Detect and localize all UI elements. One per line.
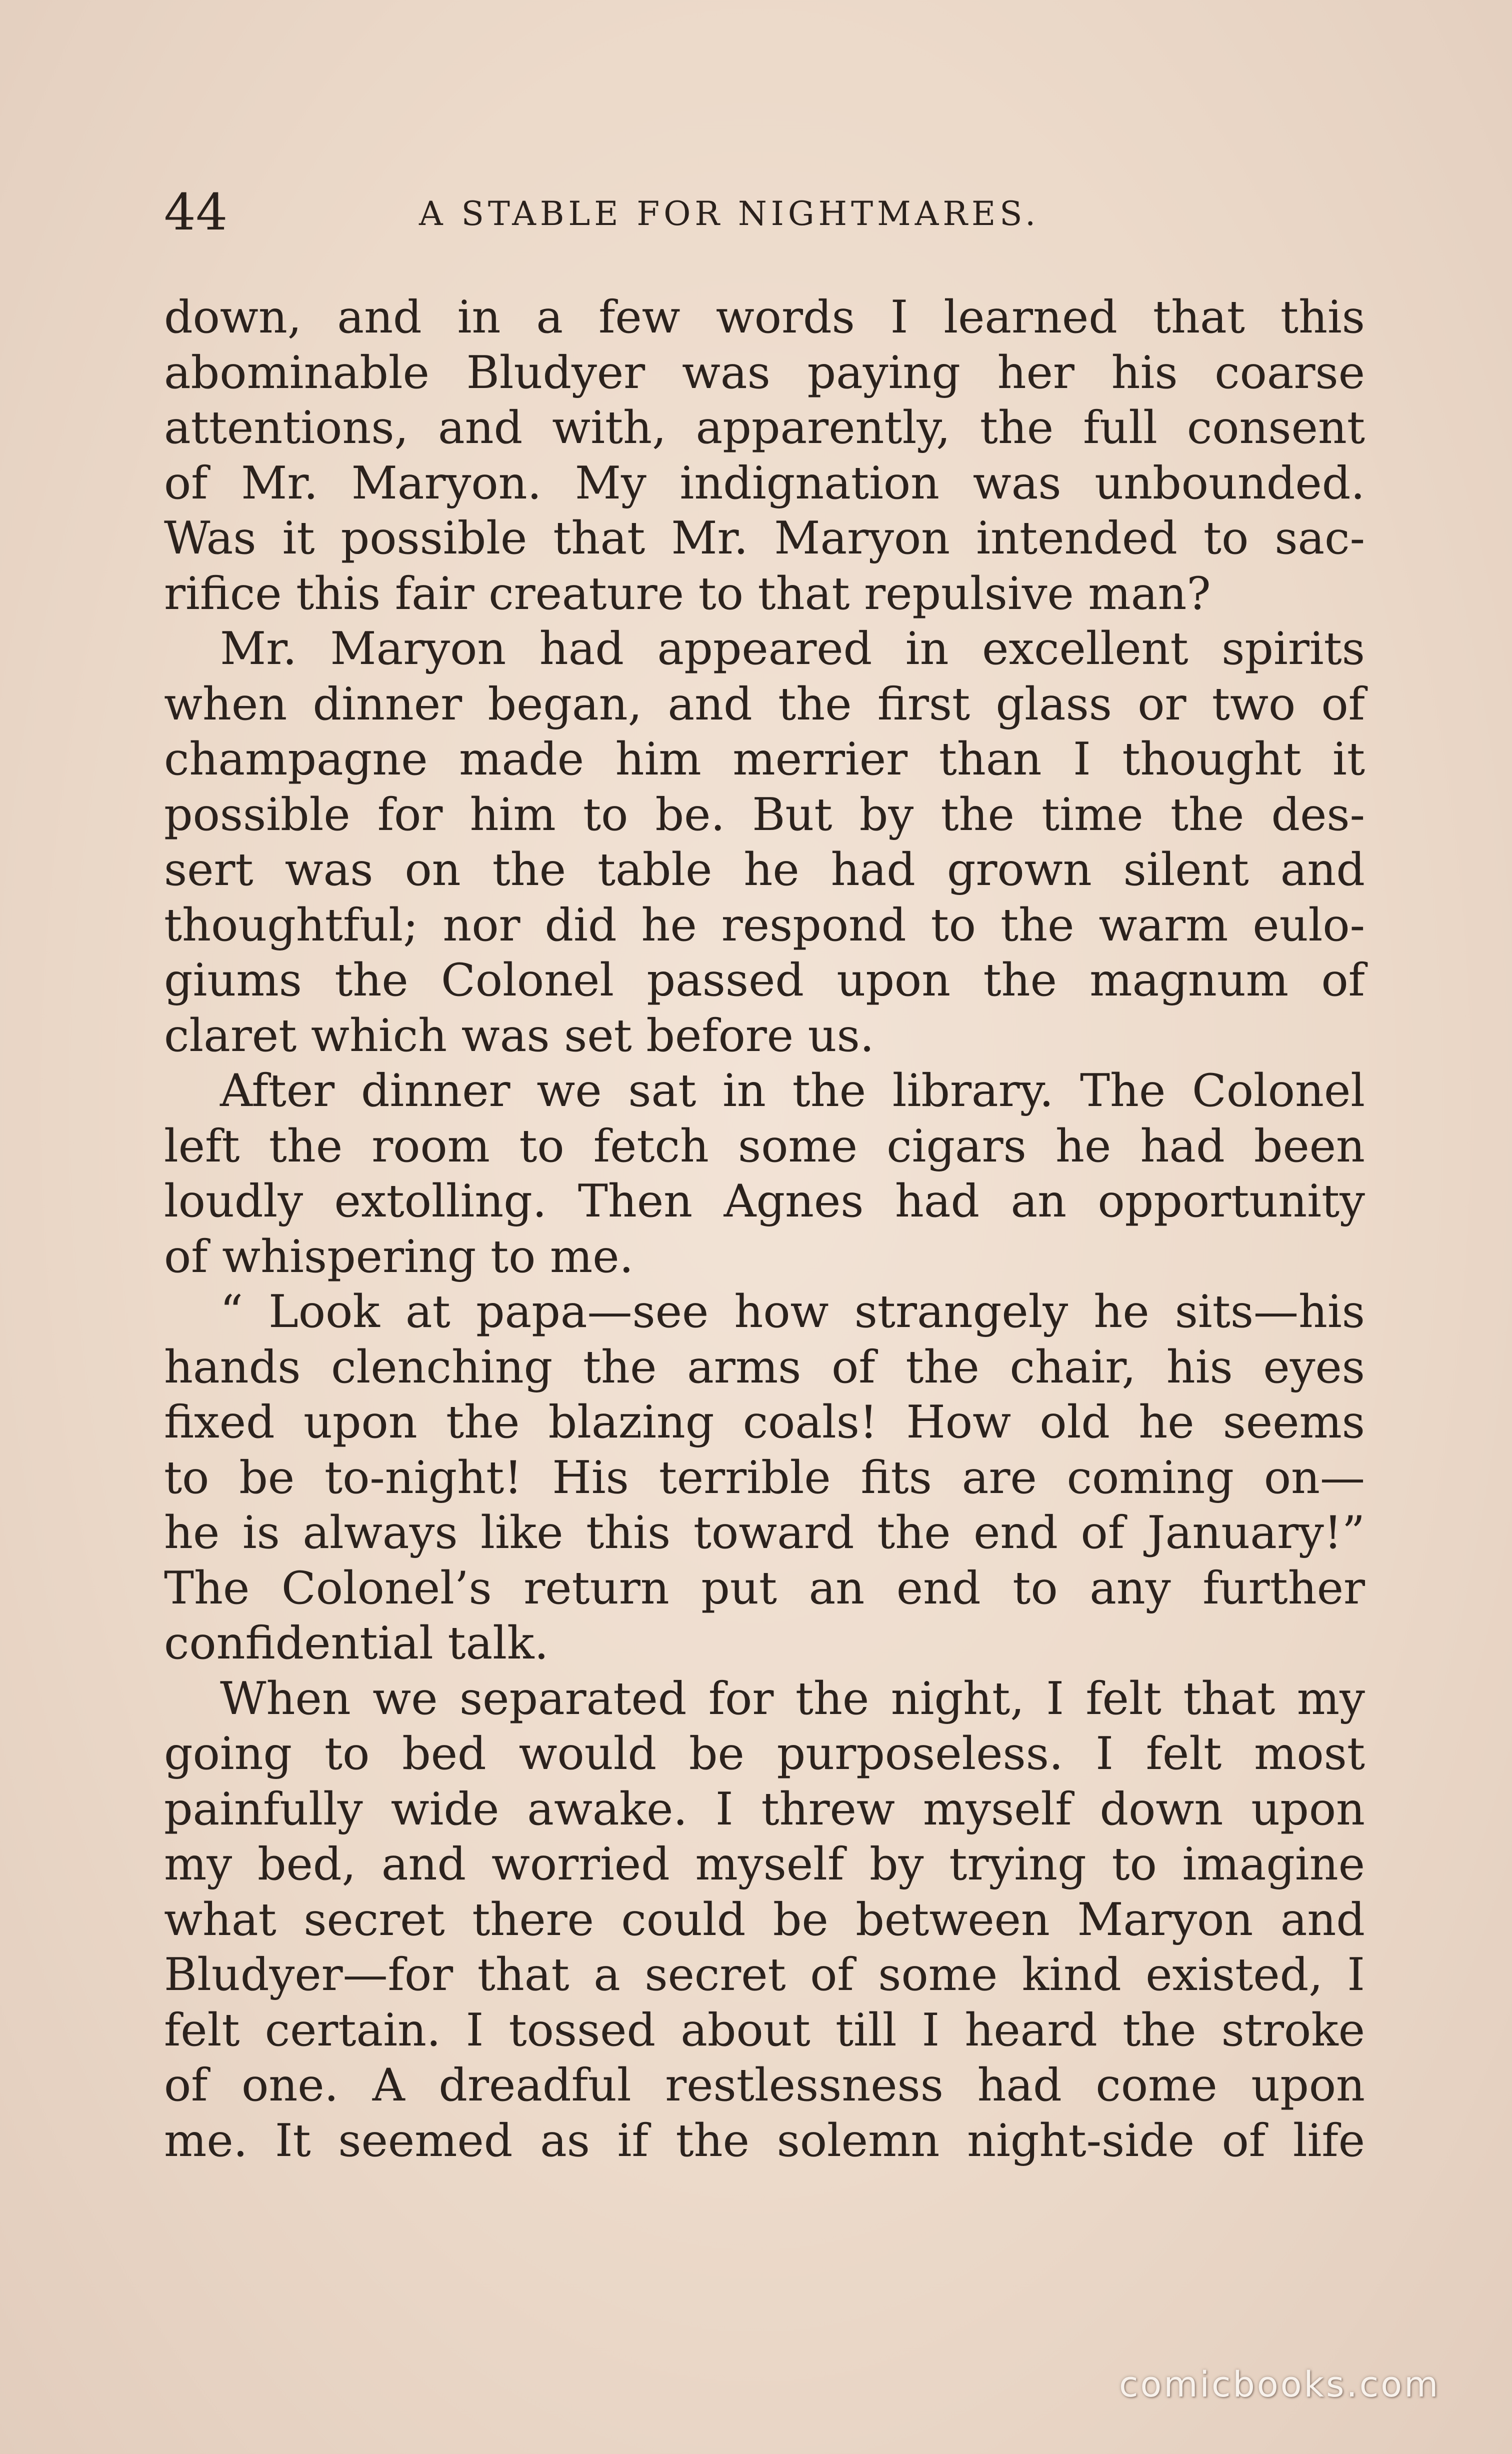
text-line: going to bed would be purposeless. I felt most [164,1728,1365,1780]
text-line: to be to-night! His terrible fits are coming on— [164,1451,1365,1504]
running-title: A STABLE FOR NIGHTMARES. [419,194,1040,233]
text-line: of Mr. Maryon. My indignation was unbounded. [164,456,1365,510]
text-line: Bludyer—for that a secret of some kind existed, I [164,1948,1365,2001]
text-line: thoughtful; nor did he respond to the warm eulo- [164,898,1365,952]
text-line: down, and in a few words I learned that this [164,291,1365,344]
text-line: left the room to fetch some cigars he had been [164,1120,1365,1172]
text-line: rifice this fair creature to that repulsive man? [164,567,1211,620]
body-text [164,290,1365,2168]
text-line: fixed upon the blazing coals! How old he seems [164,1396,1365,1448]
text-line: felt certain. I tossed about till I heard the stroke [164,2004,1365,2056]
text-line: my bed, and worried myself by trying to imagine [164,1838,1365,1890]
text-line: painfully wide awake. I threw myself down upon [164,1782,1365,1836]
text-line: Was it possible that Mr. Maryon intended to sac- [164,512,1365,564]
text-line: he is always like this toward the end of January!” [164,1506,1365,1559]
text-line: what secret there could be between Maryon and [164,1893,1365,1946]
text-line: After dinner we sat in the library. The Colonel [220,1064,1365,1117]
text-line: claret which was set before us. [164,1009,874,1062]
text-line: when dinner began, and the first glass or two of [164,678,1365,730]
text-line: When we separated for the night, I felt that my [220,1672,1365,1725]
text-line: of whispering to me. [164,1230,634,1283]
text-line: The Colonel’s return put an end to any further [164,1562,1365,1614]
text-line: giums the Colonel passed upon the magnum of [164,954,1365,1006]
text-line: loudly extolling. Then Agnes had an opportunity [164,1175,1365,1228]
text-line: champagne made him merrier than I thought it [164,733,1365,786]
text-line: of one. A dreadful restlessness had come upon [164,2059,1365,2112]
text-line: confidential talk. [164,1617,549,1670]
text-line: me. It seemed as if the solemn night-side of life [164,2114,1365,2167]
text-line: possible for him to be. But by the time the des- [164,788,1365,841]
text-line: abominable Bludyer was paying her his coarse [164,346,1365,399]
text-line: attentions, and with, apparently, the full consent [164,402,1365,454]
text-line: hands clenching the arms of the chair, his eyes [164,1340,1365,1394]
watermark: comicbooks.com [1119,2364,1440,2405]
running-head [164,180,1364,245]
text-line: “ Look at papa—see how strangely he sits—his [220,1286,1365,1338]
text-line: Mr. Maryon had appeared in excellent spirits [220,622,1365,675]
page-number: 44 [164,183,228,242]
text-line: sert was on the table he had grown silent and [164,844,1365,896]
